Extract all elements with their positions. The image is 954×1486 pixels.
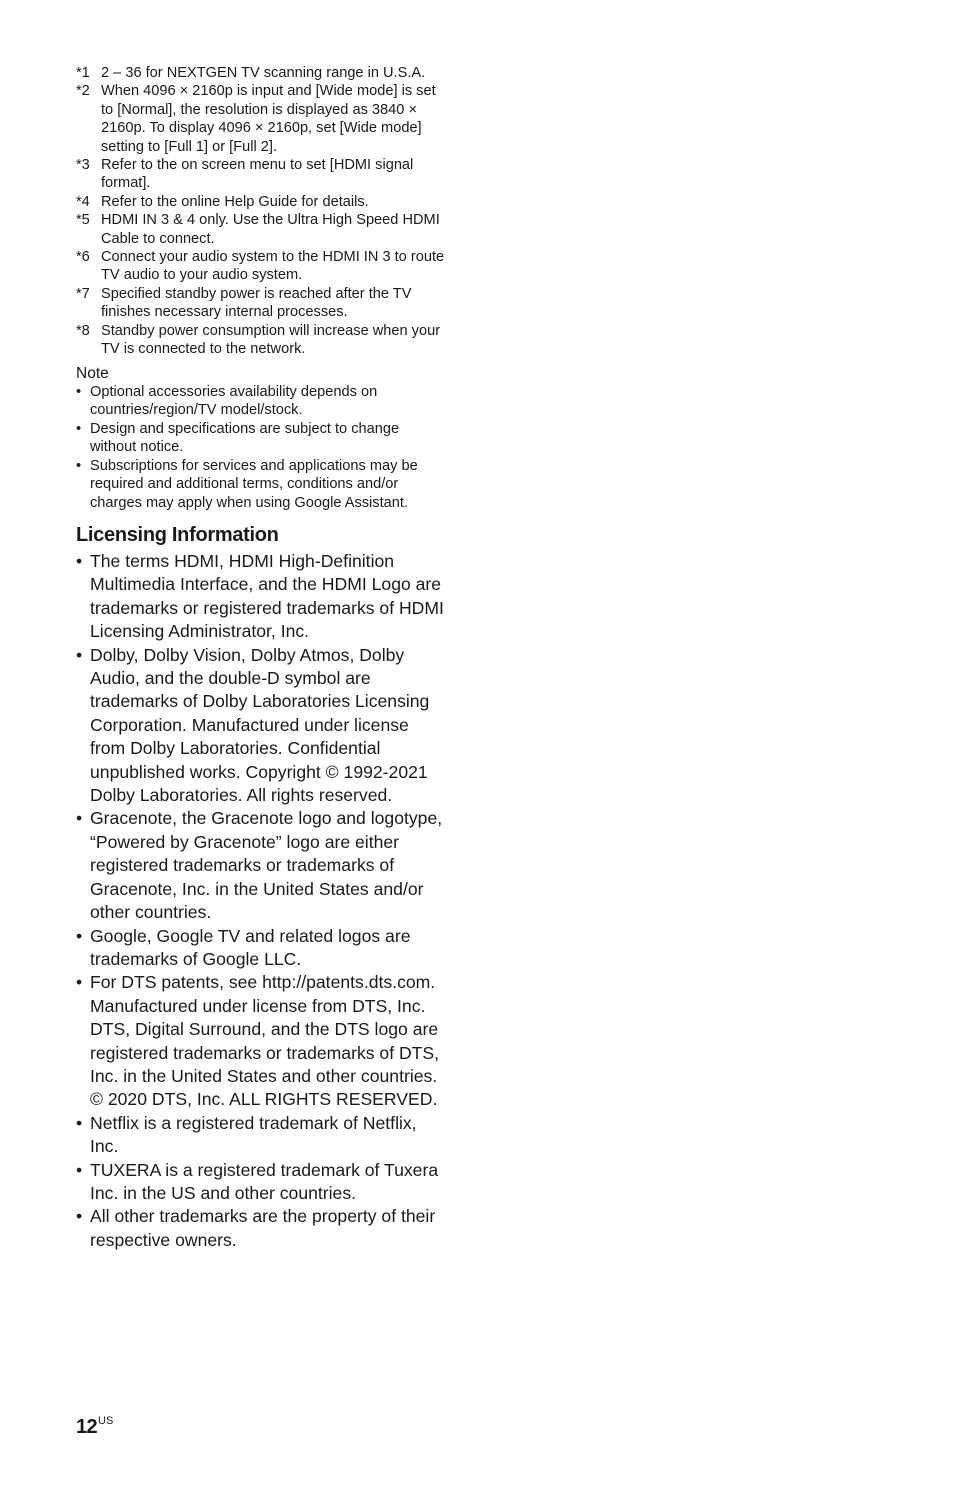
licensing-text: Dolby, Dolby Vision, Dolby Atmos, Dolby Audio, and the double-D symbol are trademarks of Dolby Laboratories Licensing Corporation. Manufactured under license from Dolby Laboratories. Confidential unpublished works. Copyright © 1992-2021 Dolby Laboratories. All rights reserved. xyxy=(90,644,430,806)
page-number-suffix: US xyxy=(98,1415,114,1427)
footnote-item xyxy=(76,322,448,359)
bullet-icon: • xyxy=(76,420,82,437)
licensing-item xyxy=(76,1159,448,1206)
licensing-text: TUXERA is a registered trademark of Tuxera Inc. in the US and other countries. xyxy=(90,1159,439,1203)
bullet-icon: • xyxy=(76,644,83,665)
licensing-text: The terms HDMI, HDMI High-Definition Multimedia Interface, and the HDMI Logo are trademarks or registered trademarks of HDMI Licensing Administrator, Inc. xyxy=(90,551,444,642)
bullet-icon: • xyxy=(76,972,83,993)
footnote-mark: *4 xyxy=(76,193,90,210)
note-list xyxy=(76,383,448,513)
licensing-item xyxy=(76,971,448,1111)
licensing-text: Netflix is a registered trademark of Netflix, Inc. xyxy=(90,1112,417,1157)
note-text: Design and specifications are subject to change without notice. xyxy=(90,420,400,455)
licensing-text: Google, Google TV and related logos are trademarks of Google LLC. xyxy=(90,925,411,969)
licensing-title: Licensing Information xyxy=(76,524,279,546)
footnote-text: Connect your audio system to the HDMI IN 3 to route TV audio to your audio system. xyxy=(101,249,445,284)
footnote-text: HDMI IN 3 & 4 only. Use the Ultra High Speed HDMI Cable to connect. xyxy=(101,212,440,247)
licensing-item xyxy=(76,925,448,972)
licensing-text: All other trademarks are the property of their respective owners. xyxy=(90,1206,436,1250)
bullet-icon: • xyxy=(76,1159,83,1180)
note-item xyxy=(76,420,448,457)
bullet-icon: • xyxy=(76,1206,83,1227)
footnote-mark: *1 xyxy=(76,65,90,81)
bullet-icon: • xyxy=(76,925,83,946)
footnote-item xyxy=(76,82,448,156)
footnote-item xyxy=(76,64,448,82)
footnote-item xyxy=(76,248,448,285)
footnote-mark: *3 xyxy=(76,157,90,174)
footnote-item xyxy=(76,156,448,193)
footnote-text: Specified standby power is reached after the TV finishes necessary internal processes. xyxy=(101,285,412,321)
footnote-mark: *5 xyxy=(76,212,90,229)
note-heading: Note xyxy=(76,364,109,382)
note-text: Subscriptions for services and applications may be required and additional terms, conditions and/or charges may apply when using Google Assistant. xyxy=(90,457,418,511)
footnote-text: Refer to the on screen menu to set [HDMI signal format]. xyxy=(101,157,414,192)
licensing-item xyxy=(76,807,448,924)
footnote-mark: *6 xyxy=(76,249,90,266)
licensing-list xyxy=(76,550,448,1252)
footnote-item xyxy=(76,211,448,248)
bullet-icon: • xyxy=(76,383,82,400)
note-item xyxy=(76,457,448,513)
licensing-item xyxy=(76,644,448,808)
licensing-text: For DTS patents, see http://patents.dts.com. Manufactured under license from DTS, Inc. DTS, Digital Surround, and the DTS logo are registered trademarks or trademarks of DTS, Inc. in the United States and other countries. © 2020 DTS, Inc. ALL RIGHTS RESERVED. xyxy=(90,972,440,1110)
footnote-text: Standby power consumption will increase when your TV is connected to the network. xyxy=(101,322,441,358)
footnote-text: Refer to the online Help Guide for details. xyxy=(101,193,369,210)
footnote-mark: *2 xyxy=(76,83,90,100)
page-number-value: 12 xyxy=(76,1416,98,1438)
bullet-icon: • xyxy=(76,1112,83,1133)
note-item xyxy=(76,383,448,420)
licensing-item xyxy=(76,550,448,644)
footnote-item xyxy=(76,193,448,211)
licensing-item xyxy=(76,1112,448,1159)
footnote-mark: *8 xyxy=(76,322,90,339)
note-text: Optional accessories availability depends on countries/region/TV model/stock. xyxy=(90,383,378,418)
footnote-item xyxy=(76,285,448,322)
page-number xyxy=(76,1408,113,1440)
licensing-item xyxy=(76,1205,448,1252)
footnote-text: When 4096 × 2160p is input and [Wide mode] is set to [Normal], the resolution is displayed as 3840 × 2160p. To display 4096 × 2160p, set [Wide mode] setting to [Full 1] or [Full 2]. xyxy=(101,83,436,155)
footnote-list xyxy=(76,64,448,359)
footnote-text: 2 – 36 for NEXTGEN TV scanning range in U.S.A. xyxy=(101,65,426,81)
bullet-icon: • xyxy=(76,551,83,571)
bullet-icon: • xyxy=(76,457,82,474)
content-column xyxy=(76,64,448,1252)
licensing-text: Gracenote, the Gracenote logo and logotype, “Powered by Gracenote” logo are either registered trademarks or trademarks of Gracenote, Inc. in the United States and/or other countries. xyxy=(90,808,443,923)
bullet-icon: • xyxy=(76,808,83,829)
footnote-mark: *7 xyxy=(76,285,90,302)
